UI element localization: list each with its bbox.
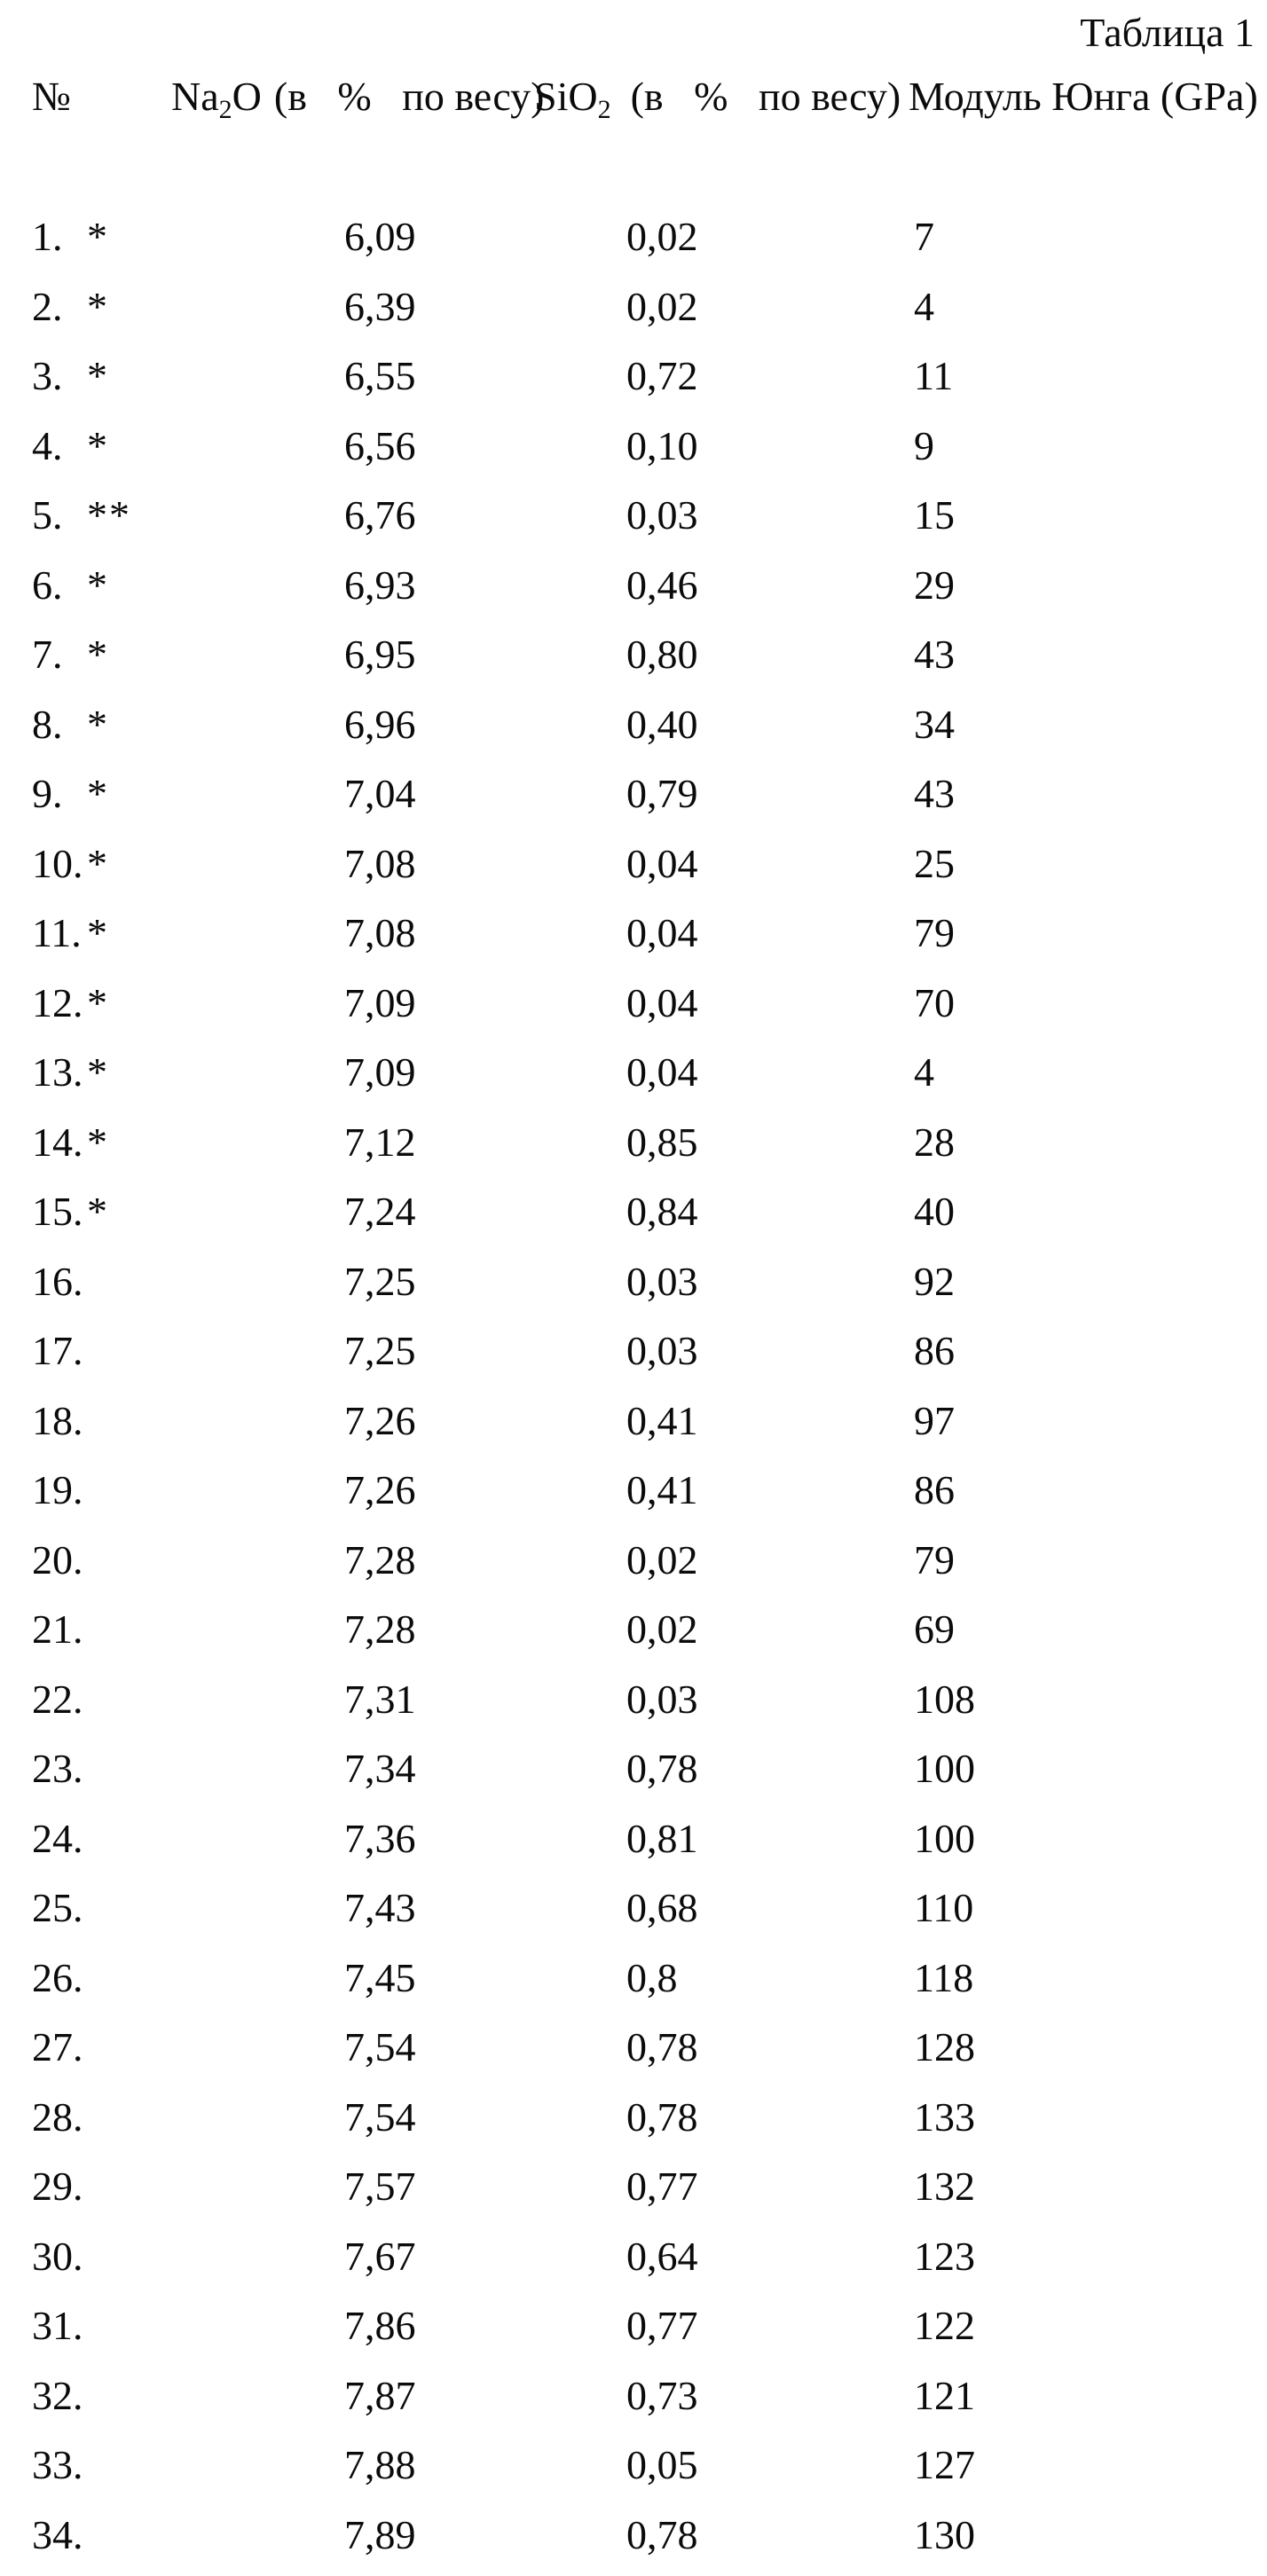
table-row xyxy=(0,1048,1267,1119)
cell-na2o: 7,25 xyxy=(344,1328,416,1373)
row-number: 13. xyxy=(32,1049,83,1095)
cell-young: 4 xyxy=(914,1049,934,1095)
table-header xyxy=(0,73,1267,135)
cell-young: 9 xyxy=(914,422,934,468)
table-row xyxy=(0,1606,1267,1676)
column-header-young-modulus: Модуль Юнга (GPa) xyxy=(909,74,1258,119)
sio2-formula-base: SiO xyxy=(534,74,598,119)
cell-na2o: 7,25 xyxy=(344,1258,416,1304)
cell-sio2: 0,78 xyxy=(626,2511,698,2557)
cell-sio2: 0,02 xyxy=(626,1536,698,1583)
row-number: 8. xyxy=(32,701,63,747)
na2o-formula-end: O xyxy=(232,74,262,119)
table-row xyxy=(0,1327,1267,1397)
cell-sio2: 0,77 xyxy=(626,2164,698,2209)
row-number: 30. xyxy=(32,2233,83,2279)
cell-na2o: 7,31 xyxy=(344,1676,416,1722)
cell-sio2: 0,46 xyxy=(626,562,698,608)
table-row xyxy=(0,2372,1267,2442)
cell-young: 92 xyxy=(914,1258,955,1304)
row-mark: * xyxy=(87,353,109,398)
row-mark: * xyxy=(87,632,109,677)
row-number: 1. xyxy=(32,214,63,259)
cell-na2o: 7,36 xyxy=(344,1815,416,1861)
cell-sio2: 0,81 xyxy=(626,1815,698,1861)
row-mark: * xyxy=(87,910,109,955)
row-number: 31. xyxy=(32,2303,83,2348)
table-row xyxy=(0,1466,1267,1536)
cell-young: 97 xyxy=(914,1397,955,1443)
cell-sio2: 0,03 xyxy=(626,1328,698,1373)
cell-sio2: 0,8 xyxy=(626,1954,678,2000)
sio2-qualifier: (в % по весу) xyxy=(630,74,901,119)
table-row xyxy=(0,979,1267,1049)
cell-sio2: 0,72 xyxy=(626,353,698,398)
table-caption: Таблица 1 xyxy=(1080,10,1255,55)
table-row xyxy=(0,352,1267,422)
cell-young: 28 xyxy=(914,1119,955,1165)
cell-na2o: 7,24 xyxy=(344,1189,416,1234)
row-number: 14. xyxy=(32,1119,83,1165)
cell-young: 132 xyxy=(914,2164,975,2209)
table-row xyxy=(0,1745,1267,1815)
cell-sio2: 0,03 xyxy=(626,1676,698,1722)
cell-sio2: 0,02 xyxy=(626,1606,698,1652)
cell-young: 69 xyxy=(914,1606,955,1652)
cell-young: 4 xyxy=(914,283,934,329)
cell-sio2: 0,80 xyxy=(626,632,698,677)
cell-sio2: 0,78 xyxy=(626,1746,698,1791)
table-row xyxy=(0,422,1267,492)
table-row xyxy=(0,213,1267,283)
cell-na2o: 7,09 xyxy=(344,979,416,1025)
cell-young: 25 xyxy=(914,840,955,886)
cell-na2o: 6,76 xyxy=(344,492,416,538)
row-mark: * xyxy=(87,771,109,816)
row-number: 5. xyxy=(32,492,63,538)
cell-young: 122 xyxy=(914,2303,975,2348)
row-number: 9. xyxy=(32,771,63,816)
table-row xyxy=(0,283,1267,353)
cell-na2o: 7,54 xyxy=(344,2024,416,2069)
cell-sio2: 0,05 xyxy=(626,2442,698,2487)
cell-sio2: 0,04 xyxy=(626,979,698,1025)
cell-na2o: 6,09 xyxy=(344,214,416,259)
cell-sio2: 0,41 xyxy=(626,1397,698,1443)
cell-young: 86 xyxy=(914,1328,955,1373)
row-number: 3. xyxy=(32,353,63,398)
table-row xyxy=(0,1188,1267,1258)
table-row xyxy=(0,701,1267,771)
row-mark: * xyxy=(87,1049,109,1095)
column-header-num: № xyxy=(32,74,71,119)
cell-na2o: 6,93 xyxy=(344,562,416,608)
row-mark: * xyxy=(87,562,109,608)
cell-young: 121 xyxy=(914,2372,975,2418)
cell-young: 118 xyxy=(914,1954,974,2000)
cell-young: 130 xyxy=(914,2511,975,2557)
row-number: 19. xyxy=(32,1467,83,1512)
cell-na2o: 7,87 xyxy=(344,2372,416,2418)
row-number: 6. xyxy=(32,562,63,608)
cell-young: 29 xyxy=(914,562,955,608)
row-number: 7. xyxy=(32,632,63,677)
cell-na2o: 7,89 xyxy=(344,2511,416,2557)
row-number: 22. xyxy=(32,1676,83,1722)
cell-na2o: 7,26 xyxy=(344,1397,416,1443)
row-number: 2. xyxy=(32,283,63,329)
cell-sio2: 0,02 xyxy=(626,283,698,329)
table-row xyxy=(0,909,1267,979)
sio2-formula-subscript: 2 xyxy=(597,95,611,124)
cell-young: 7 xyxy=(914,214,934,259)
cell-young: 123 xyxy=(914,2233,975,2279)
cell-na2o: 7,86 xyxy=(344,2303,416,2348)
cell-na2o: 6,95 xyxy=(344,632,416,677)
row-number: 16. xyxy=(32,1258,83,1304)
cell-sio2: 0,10 xyxy=(626,422,698,468)
cell-young: 128 xyxy=(914,2024,975,2069)
row-number: 33. xyxy=(32,2442,83,2487)
table-row xyxy=(0,1676,1267,1746)
cell-sio2: 0,64 xyxy=(626,2233,698,2279)
na2o-formula xyxy=(171,74,262,124)
row-mark: * xyxy=(87,701,109,747)
cell-sio2: 0,03 xyxy=(626,492,698,538)
table-row xyxy=(0,2163,1267,2233)
cell-na2o: 6,55 xyxy=(344,353,416,398)
cell-young: 70 xyxy=(914,979,955,1025)
table-row xyxy=(0,1119,1267,1189)
row-number: 18. xyxy=(32,1397,83,1443)
column-header-sio2 xyxy=(534,73,901,124)
cell-young: 79 xyxy=(914,910,955,955)
row-number: 24. xyxy=(32,1815,83,1861)
table-row xyxy=(0,1884,1267,1954)
cell-sio2: 0,40 xyxy=(626,701,698,747)
cell-sio2: 0,04 xyxy=(626,910,698,955)
column-header-na2o xyxy=(171,73,545,124)
row-number: 15. xyxy=(32,1189,83,1234)
table-row xyxy=(0,2511,1267,2576)
cell-na2o: 6,96 xyxy=(344,701,416,747)
row-number: 21. xyxy=(32,1606,83,1652)
cell-young: 11 xyxy=(914,353,954,398)
cell-sio2: 0,41 xyxy=(626,1467,698,1512)
cell-na2o: 7,08 xyxy=(344,910,416,955)
cell-sio2: 0,73 xyxy=(626,2372,698,2418)
row-number: 28. xyxy=(32,2093,83,2140)
row-mark: * xyxy=(87,422,109,468)
row-mark: * xyxy=(87,979,109,1025)
table-row xyxy=(0,1536,1267,1606)
cell-na2o: 7,09 xyxy=(344,1049,416,1095)
table-row xyxy=(0,770,1267,840)
cell-na2o: 7,04 xyxy=(344,771,416,816)
cell-sio2: 0,84 xyxy=(626,1189,698,1234)
row-number: 17. xyxy=(32,1328,83,1373)
cell-young: 43 xyxy=(914,632,955,677)
cell-young: 100 xyxy=(914,1746,975,1791)
cell-sio2: 0,79 xyxy=(626,771,698,816)
row-number: 11. xyxy=(32,910,82,955)
row-number: 32. xyxy=(32,2372,83,2418)
cell-sio2: 0,77 xyxy=(626,2303,698,2348)
cell-sio2: 0,78 xyxy=(626,2093,698,2140)
cell-sio2: 0,03 xyxy=(626,1258,698,1304)
cell-sio2: 0,78 xyxy=(626,2024,698,2069)
table-row xyxy=(0,2233,1267,2303)
table-row xyxy=(0,2302,1267,2372)
row-number: 29. xyxy=(32,2164,83,2209)
cell-na2o: 7,12 xyxy=(344,1119,416,1165)
cell-sio2: 0,04 xyxy=(626,1049,698,1095)
table-row xyxy=(0,2441,1267,2511)
cell-young: 110 xyxy=(914,1885,974,1930)
cell-na2o: 6,39 xyxy=(344,283,416,329)
cell-young: 127 xyxy=(914,2442,975,2487)
table-row xyxy=(0,491,1267,562)
table-row xyxy=(0,2093,1267,2164)
cell-young: 34 xyxy=(914,701,955,747)
na2o-formula-subscript: 2 xyxy=(218,95,232,124)
row-number: 4. xyxy=(32,422,63,468)
cell-na2o: 7,28 xyxy=(344,1606,416,1652)
row-mark: * xyxy=(87,283,109,329)
na2o-formula-base: Na xyxy=(171,74,219,119)
row-number: 10. xyxy=(32,840,83,886)
cell-na2o: 7,88 xyxy=(344,2442,416,2487)
cell-young: 40 xyxy=(914,1189,955,1234)
row-number: 34. xyxy=(32,2511,83,2557)
cell-na2o: 7,34 xyxy=(344,1746,416,1791)
cell-young: 108 xyxy=(914,1676,975,1722)
cell-na2o: 7,28 xyxy=(344,1536,416,1583)
table-row xyxy=(0,1258,1267,1328)
table-row xyxy=(0,631,1267,701)
cell-na2o: 7,57 xyxy=(344,2164,416,2209)
cell-na2o: 7,67 xyxy=(344,2233,416,2279)
table-body xyxy=(0,213,1267,2576)
table-row xyxy=(0,1815,1267,1885)
na2o-qualifier: (в % по весу) xyxy=(273,74,545,119)
cell-young: 100 xyxy=(914,1815,975,1861)
table-row xyxy=(0,1397,1267,1467)
cell-na2o: 7,45 xyxy=(344,1954,416,2000)
table-row xyxy=(0,2023,1267,2093)
row-number: 27. xyxy=(32,2024,83,2069)
row-mark: * xyxy=(87,840,109,886)
cell-young: 15 xyxy=(914,492,955,538)
cell-young: 43 xyxy=(914,771,955,816)
cell-young: 86 xyxy=(914,1467,955,1512)
table-row xyxy=(0,562,1267,632)
table-row xyxy=(0,1954,1267,2024)
cell-young: 79 xyxy=(914,1536,955,1583)
sio2-formula xyxy=(534,74,611,124)
cell-na2o: 7,54 xyxy=(344,2093,416,2140)
row-number: 25. xyxy=(32,1885,83,1930)
cell-sio2: 0,68 xyxy=(626,1885,698,1930)
cell-na2o: 7,43 xyxy=(344,1885,416,1930)
row-number: 23. xyxy=(32,1746,83,1791)
cell-na2o: 6,56 xyxy=(344,422,416,468)
row-number: 12. xyxy=(32,979,83,1025)
cell-sio2: 0,04 xyxy=(626,840,698,886)
row-mark: * xyxy=(87,1119,109,1165)
row-number: 26. xyxy=(32,1954,83,2000)
cell-na2o: 7,08 xyxy=(344,840,416,886)
cell-sio2: 0,85 xyxy=(626,1119,698,1165)
row-number: 20. xyxy=(32,1536,83,1583)
cell-young: 133 xyxy=(914,2093,975,2140)
table-row xyxy=(0,840,1267,910)
cell-sio2: 0,02 xyxy=(626,214,698,259)
cell-na2o: 7,26 xyxy=(344,1467,416,1512)
row-mark: * xyxy=(87,214,109,259)
row-mark: * xyxy=(87,1189,109,1234)
row-mark: ** xyxy=(87,492,131,538)
